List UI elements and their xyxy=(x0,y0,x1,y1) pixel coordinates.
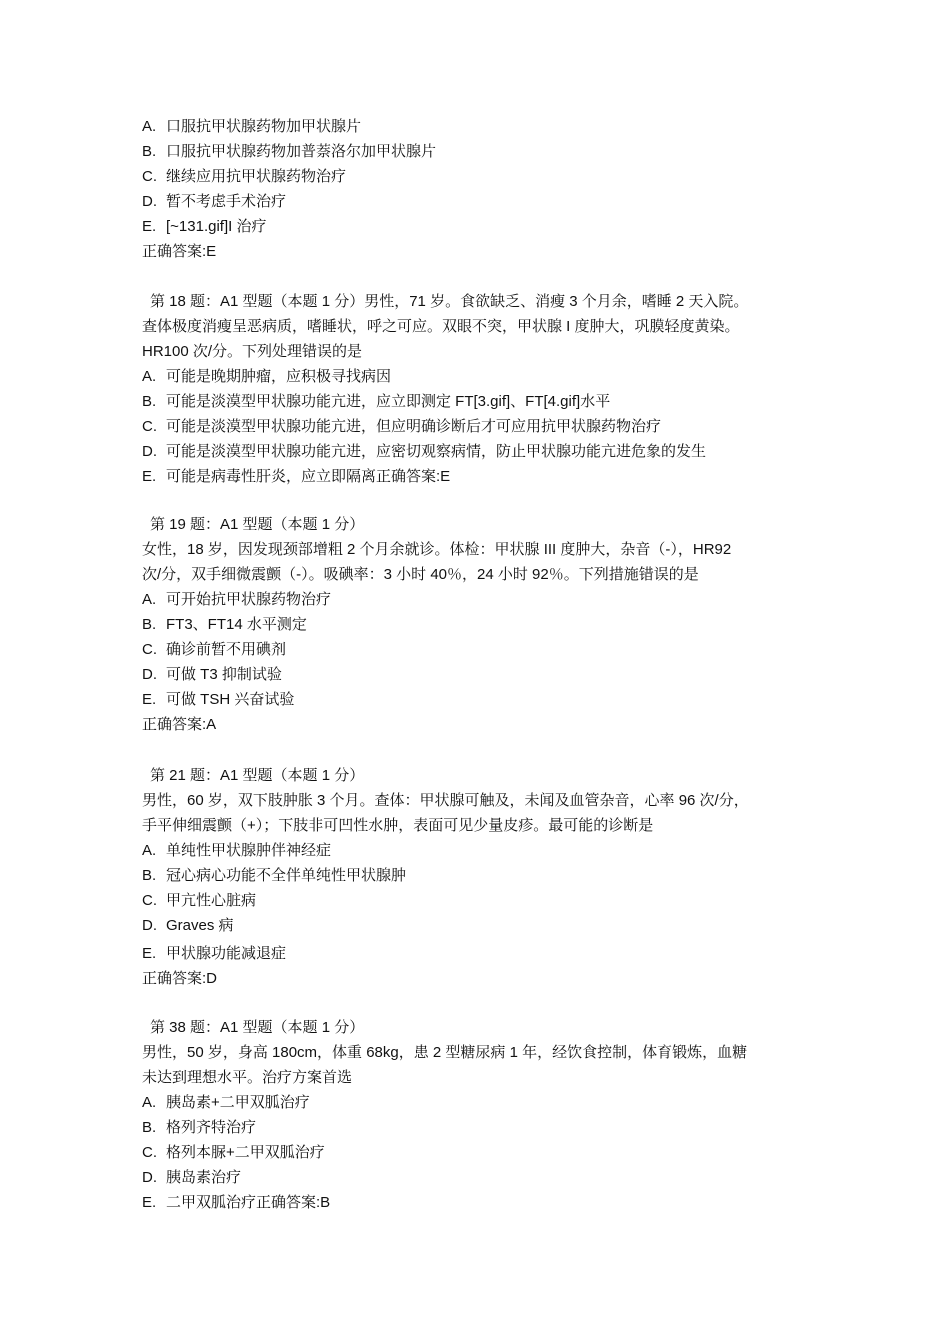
question-stem-line: 未达到理想水平。治疗方案首选 xyxy=(142,1069,353,1086)
question-stem-line: 女性，18 岁，因发现颈部增粗 2 个月余就诊。体检：甲状腺 III 度肿大，杂音（-），HR92 xyxy=(142,541,732,558)
option-a: A. 可开始抗甲状腺药物治疗 xyxy=(142,591,332,608)
question-header: 第 19 题：A1 型题（本题 1 分） xyxy=(150,516,365,533)
option-b: B. FT3、FT14 水平测定 xyxy=(142,616,307,633)
question-header: 第 18 题：A1 型题（本题 1 分） xyxy=(150,293,365,310)
correct-answer: 正确答案:A xyxy=(142,716,217,733)
question-prev-section xyxy=(142,114,832,264)
question-stem-line: 男性，50 岁，身高 180cm，体重 68kg，患 2 型糖尿病 1 年，经饮食控制，体育锻炼，血糖 xyxy=(142,1044,748,1061)
option-c: C. 甲亢性心脏病 xyxy=(142,892,257,909)
question-stem-line: 男性，60 岁，双下肢肿胀 3 个月。查体：甲状腺可触及，未闻及血管杂音，心率 96 次/分， xyxy=(142,792,749,809)
option-b: B. 冠心病心功能不全伴单纯性甲状腺肿 xyxy=(142,867,407,884)
question-19-section xyxy=(142,512,832,737)
option-a: A. 口服抗甲状腺药物加甲状腺片 xyxy=(142,118,362,135)
question-header: 第 38 题：A1 型题（本题 1 分） xyxy=(150,1019,365,1036)
option-a: A. 可能是晚期肿瘤，应积极寻找病因 xyxy=(142,368,392,385)
question-stem: 男性，71 岁。食欲缺乏、消瘦 3 个月余，嗜睡 2 天入院。 xyxy=(364,293,749,310)
option-d: D. 可做 T3 抑制试验 xyxy=(142,666,282,683)
option-e: E. 可能是病毒性肝炎，应立即隔离正确答案:E xyxy=(142,468,451,485)
option-b: B. 格列齐特治疗 xyxy=(142,1119,257,1136)
option-c: C. 继续应用抗甲状腺药物治疗 xyxy=(142,168,347,185)
correct-answer: 正确答案:E xyxy=(142,243,217,260)
question-header: 第 21 题：A1 型题（本题 1 分） xyxy=(150,767,365,784)
option-d: D. Graves 病 xyxy=(142,917,234,934)
option-a: A. 单纯性甲状腺肿伴神经症 xyxy=(142,842,332,859)
option-d: D. 胰岛素治疗 xyxy=(142,1169,242,1186)
option-c: C. 可能是淡漠型甲状腺功能亢进，但应明确诊断后才可应用抗甲状腺药物治疗 xyxy=(142,418,662,435)
option-e: E. 可做 TSH 兴奋试验 xyxy=(142,691,295,708)
option-e: E. [~131.gif]I 治疗 xyxy=(142,218,267,235)
option-e: E. 甲状腺功能减退症 xyxy=(142,945,287,962)
option-d: D. 暂不考虑手术治疗 xyxy=(142,193,287,210)
option-a: A. 胰岛素+二甲双胍治疗 xyxy=(142,1094,310,1111)
question-18-section xyxy=(142,289,832,489)
question-stem-line: HR100 次/分。下列处理错误的是 xyxy=(142,343,363,360)
option-d: D. 可能是淡漠型甲状腺功能亢进，应密切观察病情，防止甲状腺功能亢进危象的发生 xyxy=(142,443,707,460)
question-38-section xyxy=(142,1015,832,1215)
option-b: B. 可能是淡漠型甲状腺功能亢进，应立即测定 FT[3.gif]、FT[4.gif]水平 xyxy=(142,393,611,410)
option-e: E. 二甲双胍治疗正确答案:B xyxy=(142,1194,331,1211)
question-header-line xyxy=(142,289,832,314)
question-21-section xyxy=(142,763,832,991)
option-b: B. 口服抗甲状腺药物加普萘洛尔加甲状腺片 xyxy=(142,143,437,160)
correct-answer: 正确答案:D xyxy=(142,970,218,987)
option-c: C. 格列本脲+二甲双胍治疗 xyxy=(142,1144,325,1161)
option-c: C. 确诊前暂不用碘剂 xyxy=(142,641,287,658)
question-stem-line: 手平伸细震颤（+）；下肢非可凹性水肿，表面可见少量皮疹。最可能的诊断是 xyxy=(142,817,654,834)
question-stem-line: 次/分，双手细微震颤（-）。吸碘率：3 小时 40％，24 小时 92％。下列措施错误的是 xyxy=(142,566,699,583)
question-stem-line: 查体极度消瘦呈恶病质，嗜睡状，呼之可应。双眼不突，甲状腺 I 度肿大，巩膜轻度黄染。 xyxy=(142,318,740,335)
